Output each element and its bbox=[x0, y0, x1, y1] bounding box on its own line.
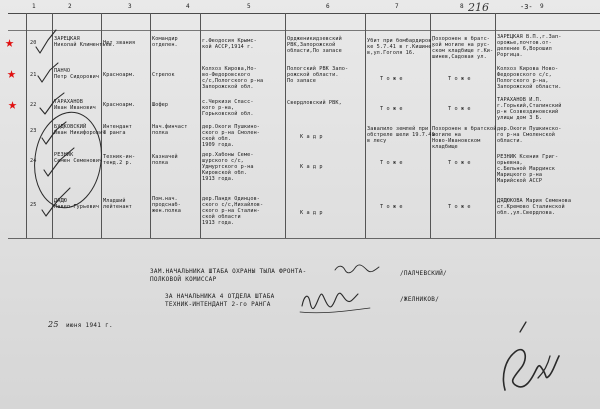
when-killed: Завалило землей при обстреле шели 19.7.41 в лесу bbox=[367, 126, 435, 144]
rank: Красноарм. bbox=[103, 72, 136, 78]
handwritten-page-number: 216 bbox=[468, 1, 489, 14]
rank: Младший лейтенант bbox=[103, 198, 133, 210]
called-up-by: Ордженикидзевский РВК,Запорожской области,По запасе bbox=[287, 36, 342, 54]
row-number: 25 bbox=[30, 202, 37, 208]
when-killed: Убит при бомбардиров- ке 5.7.41 в г.Кишине- в,ул.Гоголя 16. bbox=[367, 38, 435, 56]
handwritten-corner-note bbox=[505, 345, 525, 354]
rank: Нет звания bbox=[103, 40, 136, 46]
column-number-9: 9 bbox=[540, 3, 544, 10]
column-number-4: 4 bbox=[186, 3, 190, 10]
row-number: 21 bbox=[30, 72, 37, 78]
column-number-1: 1 bbox=[32, 3, 36, 10]
person-name: БУДКОВСКИЙ Иван Никифорович bbox=[54, 124, 106, 136]
column-number-8: 8 bbox=[460, 3, 464, 10]
relative-address: дер.Окоги Пушкинско- го р-на Смоленской области. bbox=[497, 126, 562, 144]
birth-place: дер.Пандя Одинцов- ского с/с,Нихайлов- ского р-на Сталин- ской области 1913 года. bbox=[202, 196, 264, 226]
person-name: ПАНЧО Петр Сидорович bbox=[54, 68, 100, 80]
row-number: 22 bbox=[30, 102, 37, 108]
position: Стрелок bbox=[152, 72, 175, 78]
date-day-handwritten: 25 bbox=[48, 320, 59, 329]
birth-place: с.Черкизи Спасс- кого р-на, Горьковской обл. bbox=[202, 99, 254, 117]
burial-place: Т о ж е bbox=[448, 76, 471, 82]
red-star-icon: ★ bbox=[7, 64, 17, 82]
person-name: ТАРАХАНОВ Иван Иванович bbox=[54, 99, 96, 111]
burial-place: Т о ж е bbox=[448, 160, 471, 166]
signature-title-2: ЗА НАЧАЛЬНИКА 4 ОТДЕЛА ШТАБА ТЕХНИК-ИНТЕНДАНТ 2-го РАНГА bbox=[165, 293, 275, 308]
person-name: ЗАРЕЦКАЯ Николай Климентьев. bbox=[54, 36, 116, 48]
burial-place: Т о ж е bbox=[448, 106, 471, 112]
person-name: РЕЗНИК Семен Семенович bbox=[54, 152, 103, 164]
position: Нач.финчаст полка bbox=[152, 124, 188, 136]
birth-place: Колхоз Кирова,Но- во-Федоровского с/с,Пологского р-на Запорожской обл. bbox=[202, 66, 264, 90]
row-number: 23 bbox=[30, 128, 37, 134]
position: Казначей полка bbox=[152, 154, 178, 166]
called-up-by: Свердловский РВК, bbox=[287, 100, 342, 106]
relative-address: ЗАРЕЦКАЯ В.П.,г.Зап- орожье,почтов.от- деление 6,Ворошил Роргица. bbox=[497, 34, 562, 58]
handwritten-signature-2 bbox=[305, 295, 341, 303]
relative-address: Колхоз Кирова Ново- Федоровского с/с, Пологского р-на, Запорожской области. bbox=[497, 66, 562, 90]
burial-place: Т о ж е bbox=[448, 204, 471, 210]
called-up-by: К а д р bbox=[300, 210, 323, 216]
position: Шофер bbox=[152, 102, 169, 108]
person-name: ДЯДЮ Павел Гурьевич bbox=[54, 198, 100, 210]
called-up-by: К а д р bbox=[300, 164, 323, 170]
when-killed: Т о ж е bbox=[380, 76, 403, 82]
birth-place: дер.Окоги Пушкино- ского р-на Смолен- ской обл. 1909 года. bbox=[202, 124, 261, 148]
rank: Техник-ин- тенд.2 р. bbox=[103, 154, 136, 166]
position: Пом.нач. продснаб- жен.полка bbox=[152, 196, 182, 214]
date-text: июня 1941 г. bbox=[66, 322, 113, 329]
red-star-icon: ★ bbox=[5, 33, 15, 51]
relative-address: ДЯДЮКОВА Мария Семенова ст.Кремово Сталинской обл.,ул.Свердлова. bbox=[497, 198, 572, 216]
called-up-by: К а д р bbox=[300, 134, 323, 140]
burial-place: Похоронен в братской могиле на Ново-Ивановском кладбище bbox=[432, 126, 497, 150]
row-number: 24 bbox=[30, 158, 37, 164]
signature-title-1: ЗАМ.НАЧАЛЬНИКА ШТАБА ОХРАНЫ ТЫЛА ФРОНТА- ПОЛКОВОЙ КОМИССАР bbox=[150, 268, 307, 283]
signature-name-2: /ЖЕЛНИКОВ/ bbox=[400, 296, 440, 303]
signature-name-1: /ПАЛЧЕВСКИЙ/ bbox=[400, 270, 447, 277]
when-killed: Т о ж е bbox=[380, 204, 403, 210]
rank: Красноарм. bbox=[103, 102, 136, 108]
birth-place: дер.Хабоны Семе- шурского с/с, Удмуртского р-на Кировской обл. 1913 года. bbox=[202, 152, 254, 182]
red-star-icon: ★ bbox=[8, 95, 18, 113]
rank: Интендант 3 ранга bbox=[103, 124, 133, 136]
column-number-7: 7 bbox=[395, 3, 399, 10]
relative-address: РЕЗНИК Ксения Григ- орьевна, с.Бельной Мардинск Марицкого р-на Марийской АССР bbox=[497, 154, 559, 184]
row-number: 20 bbox=[30, 40, 37, 46]
handwritten-signature-1 bbox=[336, 262, 381, 270]
when-killed: Т о ж е bbox=[380, 160, 403, 166]
when-killed: Т о ж е bbox=[380, 106, 403, 112]
burial-place: Похоронен в братс- кой могиле на рус- ском кладбище г.Ки- шинев,Садовая ул. bbox=[432, 36, 494, 60]
birth-place: г.Феодосия Крымс- кой АССР,1914 г. bbox=[202, 38, 257, 50]
column-number-2: 2 bbox=[68, 3, 72, 10]
column-number-6: 6 bbox=[326, 3, 330, 10]
relative-address: ТАРАХАНОВ И.П. г.Горький,Сталинский р-н Созвездиновский улицы дом 3 Б. bbox=[497, 97, 562, 121]
called-up-by: Пологский РВК Запо- рожской области. По запасе bbox=[287, 66, 349, 84]
column-number-5: 5 bbox=[247, 3, 251, 10]
column-number-3: 3 bbox=[128, 3, 132, 10]
position: Командир отделен. bbox=[152, 36, 178, 48]
printed-page-number: -3- bbox=[520, 3, 533, 11]
